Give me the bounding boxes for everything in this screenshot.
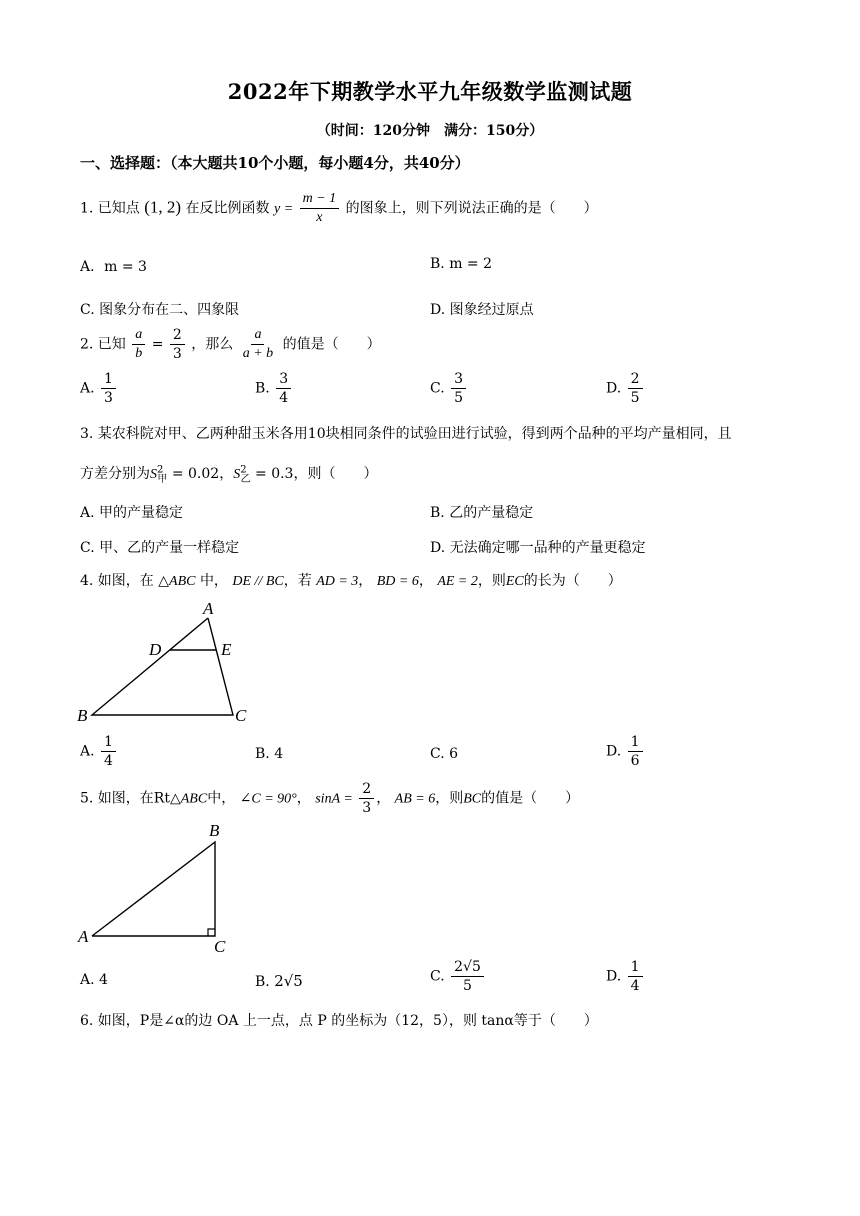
question-6: 6. 如图，P是∠α的边 OA 上一点，点 P 的坐标为（12，5），则 tanα等于（ ） <box>80 1013 598 1029</box>
q4-option-b: B. 4 <box>255 746 284 762</box>
label-e: E <box>221 640 232 659</box>
right-angle-marker <box>208 929 215 936</box>
q2-option-a: A. $\frac{1}{3}$ <box>80 372 118 405</box>
label-b: B <box>77 706 88 725</box>
q1-option-c: C. 图象分布在二、四象限 <box>80 302 240 318</box>
q5-option-c: C. $\frac{2√5}{5}$ <box>430 960 486 993</box>
label-b: B <box>209 821 220 840</box>
q4-option-a: A. $\frac{1}{4}$ <box>80 735 118 768</box>
question-2: 2. 已知 $\frac{a}{b}$ = $\frac{2}{3}$ ，那么 $\frac{a}{a + b}$ 的值是（ ） <box>80 327 381 362</box>
label-a: A <box>78 927 89 946</box>
q3-option-d: D. 无法确定哪一品种的产量更稳定 <box>430 540 646 556</box>
question-3-line-1: 3. 某农科院对甲、乙两种甜玉米各用10块相同条件的试验田进行试验，得到两个品种的平均产量相同，且 <box>80 426 732 442</box>
q3-option-c: C. 甲、乙的产量一样稳定 <box>80 540 240 556</box>
figure-triangle-de-parallel-bc <box>75 598 265 728</box>
point-coord: (1, 2) <box>144 197 182 217</box>
q1-option-d: D. 图象经过原点 <box>430 302 534 318</box>
q5-option-b: B. 2√5 <box>255 972 303 990</box>
question-5: 5. 如图，在Rt△ABC中， ∠C = 90°， sinA = $\frac{2}{3}$ ， AB = 6，则BC的值是（ ） <box>80 781 580 816</box>
q5-option-a: A. 4 <box>80 972 108 988</box>
q4-option-c: C. 6 <box>430 746 459 762</box>
question-4: 4. 如图，在 △ABC 中， DE // BC，若 AD = 3， BD = 6， AE = 2，则EC的长为（ ） <box>80 573 622 589</box>
label-a: A <box>203 599 214 618</box>
exam-info: （时间：120分钟 满分：150分） <box>316 123 544 139</box>
q2-option-d: D. $\frac{2}{5}$ <box>606 372 645 405</box>
section-heading: 一、选择题：（本大题共10个小题，每小题4分，共40分） <box>80 154 470 172</box>
question-3-line-2: 方差分别为$S^2_甲 = 0.02$，$S^2_乙 = 0.3$，则（ ） <box>80 464 378 485</box>
right-triangle-outline <box>92 842 215 936</box>
function-lhs: y = <box>274 201 294 217</box>
q4-option-d: D. $\frac{1}{6}$ <box>606 735 645 768</box>
question-1: 1. 已知点 (1, 2) 在反比例函数 y = $\frac{m - 1}{x}$ 的图象上，则下列说法正确的是（ ） <box>80 191 598 225</box>
q2-option-b: B. $\frac{3}{4}$ <box>255 372 293 405</box>
q5-option-d: D. $\frac{1}{4}$ <box>606 960 645 993</box>
page-title: 2022年下期教学水平九年级数学监测试题 <box>227 79 633 104</box>
q2-option-c: C. $\frac{3}{5}$ <box>430 372 468 405</box>
function-fraction: $\frac{m - 1}{x}$ <box>300 192 340 225</box>
figure-right-triangle-abc <box>75 818 245 958</box>
q3-option-a: A. 甲的产量稳定 <box>80 505 184 521</box>
label-c: C <box>214 937 226 956</box>
q1-option-b: B. m = 2 <box>430 256 493 272</box>
triangle-abc-outline <box>92 618 233 715</box>
q3-option-b: B. 乙的产量稳定 <box>430 505 534 521</box>
label-d: D <box>149 640 162 659</box>
label-c: C <box>235 706 247 725</box>
q1-option-a: A．m = 3 <box>80 259 147 275</box>
